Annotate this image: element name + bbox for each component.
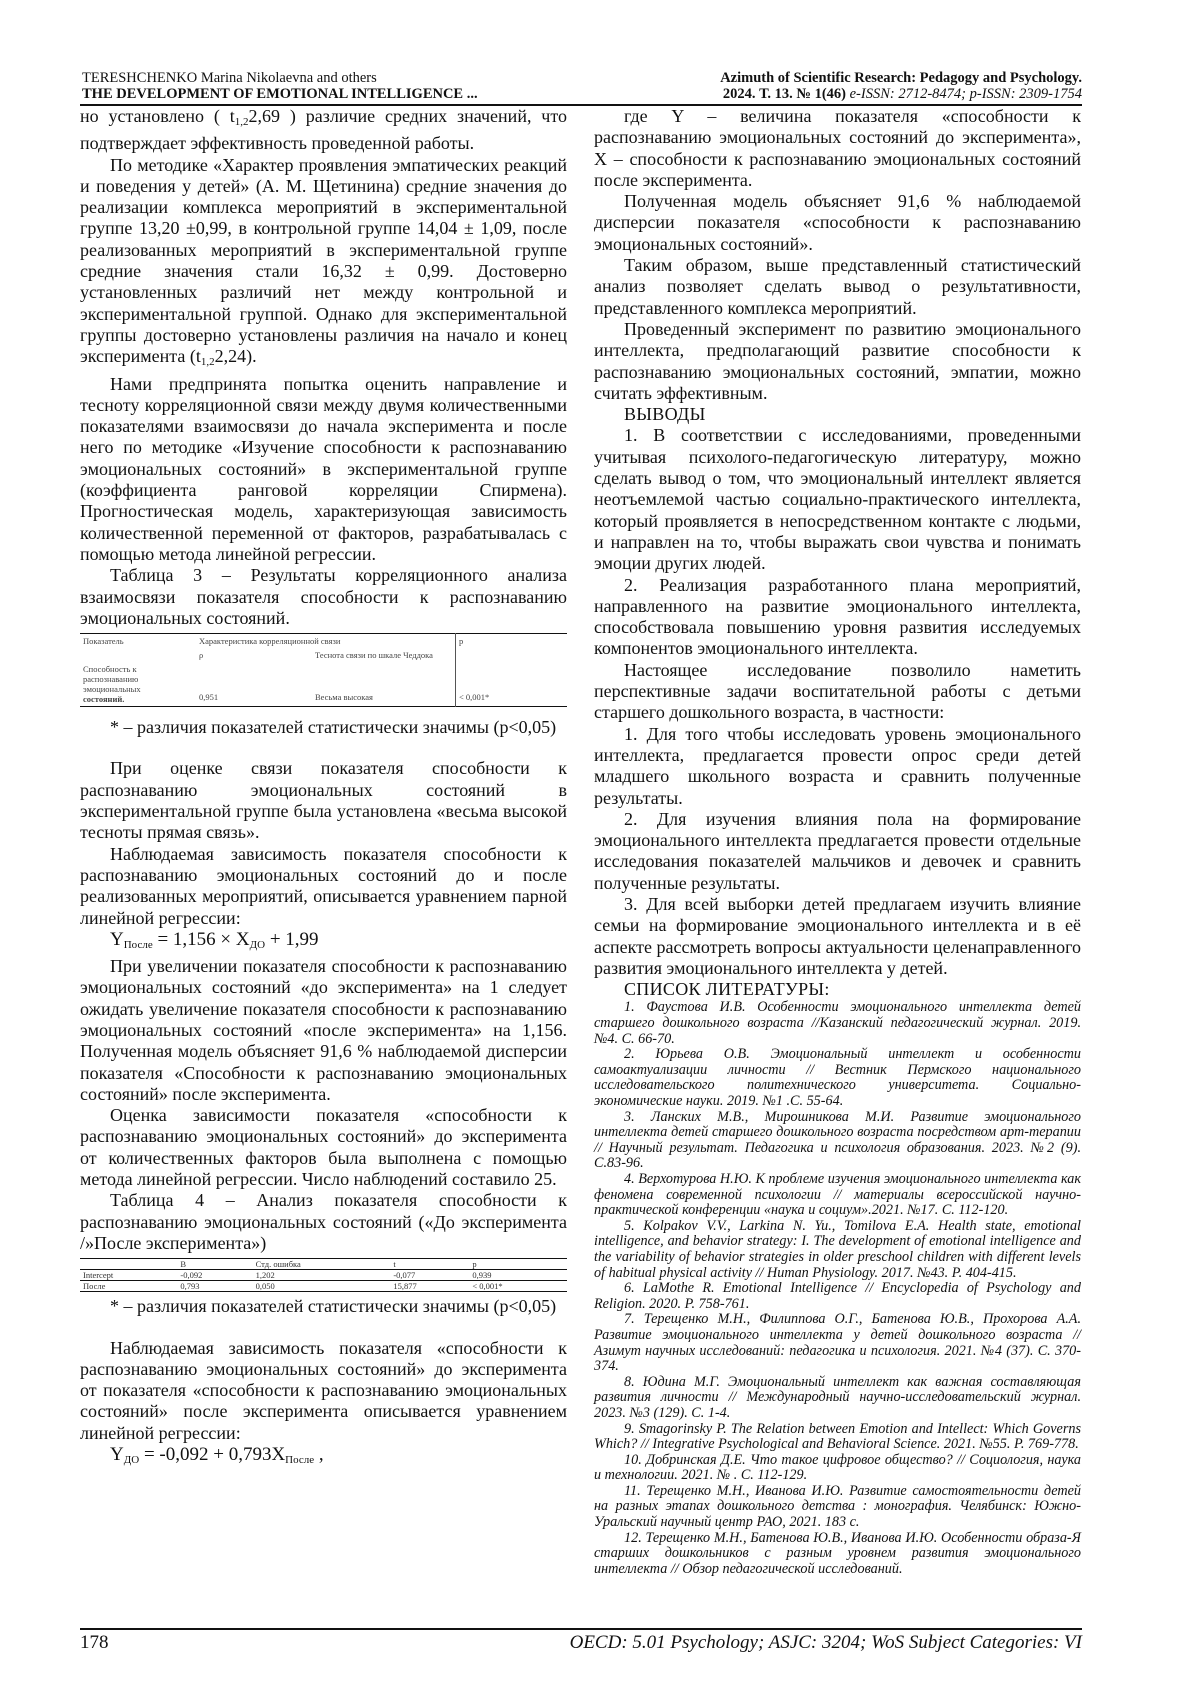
t4-cell: 0,939	[469, 1270, 567, 1281]
reference-item: 6. LaMothe R. Emotional Intelligence // Encyclopedia of Psychology and Religion. 2020. P. 758-761.	[594, 1280, 1081, 1312]
reference-item: 2. Юрьева О.В. Эмоциональный интеллект и особенности самоактуализации личности // Вестник Пермского национального исследовательского политехнического университета. Социально-экономические науки. 2019. №1 .С. 55-64.	[594, 1046, 1081, 1110]
table3-caption: Таблица 3 – Результаты корреляционного анализа взаимосвязи показателя способности к распознаванию эмоциональных состояний.	[80, 565, 567, 628]
header-author: TERESHCHENKO Marina Nikolaevna and others	[82, 70, 377, 86]
paragraph: При увеличении показателя способности к распознаванию эмоциональных состояний «до эксперимента» на 1 следует ожидать увеличение показателя способности к распознаванию эмоциональных состояний «после эксперимента» на 1,156. Полученная модель объясняет 91,6 % наблюдаемой дисперсии показателя «Способности к распознаванию эмоциональных состояний» после эксперимента.	[80, 956, 567, 1104]
reference-item: 11. Терещенко М.Н., Иванова И.Ю. Развитие самостоятельности детей на разных этапах дошкольного детства : монография. Челябинск: Южно-Уральский научный центр РАО, 2021. 183 с.	[594, 1482, 1081, 1531]
paragraph: Наблюдаемая зависимость показателя «способности к распознаванию эмоциональных состояний» до эксперимента от показателя «способности к распознаванию эмоциональных состояний» после эксперимента описывается уравнением линейной регрессии:	[80, 1337, 567, 1443]
conclusions-heading: ВЫВОДЫ	[624, 404, 706, 425]
reference-item: 8. Юдина М.Г. Эмоциональный интеллект как важная составляющая развития личности // Международный научно-исследовательский журнал. 2023. №3 (129). С. 1-4.	[594, 1373, 1081, 1421]
t4-header: Стд. ошибка	[253, 1259, 391, 1270]
t4-header: p	[469, 1259, 567, 1270]
paragraph: 2. Для изучения влияния пола на формирование эмоционального интеллекта предлагается провести отдельные исследования показателей мальчиков и девочек и сравнить полученные результаты.	[594, 808, 1081, 893]
header-journal: Azimuth of Scientific Research: Pedagogy and Psychology.	[720, 70, 1082, 86]
t3-row-strength: Весьма высокая	[315, 692, 373, 703]
paragraph: но установлено ( $t_{1,2}2,69$ ) различие средних значений, что подтверждает эффективность проведенной работы.	[80, 106, 567, 154]
t3-group-header: Характеристика корреляционной связи	[199, 636, 341, 647]
paragraph: 1. Для того чтобы исследовать уровень эмоционального интеллекта, предлагается провести опрос среди детей младшего школьного возраста и сравнить полученные результаты.	[594, 723, 1081, 808]
left-column	[80, 106, 567, 1471]
table3-note: * – различия показателей статистически значимы (p<0,05)	[110, 717, 557, 738]
reference-item: 3. Ланских М.В., Мирошникова М.И. Развитие эмоционального интеллекта детей старшего дошкольного возраста посредством арт-терапии // Научный результат. Педагогика и психология образования. 2023. №2 (9). С.83-96.	[594, 1108, 1081, 1172]
t3-col-rho: ρ	[199, 650, 204, 661]
header-issue: 2024. Т. 13. № 1(46)	[722, 86, 846, 102]
running-header-right	[720, 70, 1082, 102]
t4-cell: -0,077	[390, 1270, 469, 1281]
paragraph: 1. В соответствии с исследованиями, проведенными учитывая психолого-педагогическую литературу, можно сделать вывод о том, что эмоциональный интеллект является неотъемлемой частью социально-практического интеллекта, который проявляется в непосредственном контакте с людьми, и направлен на то, чтобы выражать свои чувства и понимать эмоции других людей.	[594, 425, 1081, 574]
footer-rule	[80, 1628, 1082, 1630]
reference-item: 12. Терещенко М.Н., Батенова Ю.В., Иванова И.Ю. Особенности образа-Я старших дошкольников с разным уровнем развития эмоционального интеллекта // Обзор педагогической исследований.	[594, 1529, 1081, 1577]
header-issn: e-ISSN: 2712-8474; p-ISSN: 2309-1754	[849, 86, 1082, 102]
t4-header	[80, 1259, 177, 1270]
t4-cell: 0,793	[177, 1281, 252, 1292]
reference-item: 9. Smagorinsky P. The Relation between Emotion and Intellect: Which Governs Which? // Integrative Psychological and Behavioral Science. 2021. №55. P. 769-778.	[594, 1420, 1081, 1453]
reference-item: 10. Добринская Д.Е. Что такое цифровое общество? // Социология, наука и технологии. 2021. № . С. 112-129.	[594, 1451, 1081, 1484]
t4-cell: 0,050	[253, 1281, 391, 1292]
table-4	[80, 1258, 567, 1292]
paragraph: Наблюдаемая зависимость показателя способности к распознаванию эмоциональных состояний до и после реализованных мероприятий, описывается уравнением парной линейной регрессии:	[80, 843, 567, 928]
paragraph: Оценка зависимости показателя «способности к распознаванию эмоциональных состояний» до эксперимента от количественных факторов была выполнена с помощью метода линейной регрессии. Число наблюдений составило 25.	[80, 1105, 567, 1190]
t4-cell: 15,877	[390, 1281, 469, 1292]
references-heading: СПИСОК ЛИТЕРАТУРЫ:	[624, 979, 830, 1000]
paragraph: Нами предпринята попытка оценить направление и тесноту корреляционной связи между двумя количественными показателями взаимосвязи до начала эксперимента и после него по методике «Изучение способности к распознаванию эмоциональных состояний» в экспериментальной группе (коэффициента ранговой корреляции Спирмена). Прогностическая модель, характеризующая зависимость количественной переменной от факторов, разрабатывалась с помощью метода линейной регрессии.	[80, 373, 567, 564]
t4-cell: 1,202	[253, 1270, 391, 1281]
t4-header: B	[177, 1259, 252, 1270]
reference-item: 7. Терещенко М.Н., Филиппова О.Г., Батенова Ю.В., Прохорова А.А. Развитие эмоционального интеллекта у детей дошкольного возраста // Азимут научных исследований: педагогика и психология. 2021. №4 (37). С. 370-374.	[594, 1311, 1081, 1375]
t4-cell: После	[80, 1281, 177, 1292]
equation-1: $Y_{После} = 1,156 \times X_{ДО} + 1,99$	[110, 928, 319, 951]
table4-note: * – различия показателей статистически значимы (p<0,05)	[110, 1296, 557, 1317]
paragraph: Настоящее исследование позволило наметить перспективные задачи воспитательной работы с детьми старшего дошкольного возраста, в частности:	[594, 659, 1081, 723]
paragraph: При оценке связи показателя способности к распознаванию эмоциональных состояний в экспериментальной группе была установлена «весьма высокой тесноты прямая связь».	[80, 758, 567, 843]
header-article-title: THE DEVELOPMENT OF EMOTIONAL INTELLIGENCE ...	[82, 86, 478, 102]
reference-item: 1. Фаустова И.В. Особенности эмоционального интеллекта детей старшего дошкольного возраста //Казанский педагогический журнал. 2019. №4. С. 66-70.	[594, 999, 1081, 1047]
paragraph: 2. Реализация разработанного плана мероприятий, направленного на развитие эмоционального интеллекта, способствовала повышению уровня развития исследуемых компонентов эмоционального интеллекта.	[594, 574, 1081, 659]
table-3	[80, 633, 567, 707]
t3-col-strength: Теснота связи по шкале Чеддока	[315, 650, 433, 661]
page-number: 178	[80, 1632, 109, 1653]
paragraph: Полученная модель объясняет 91,6 % наблюдаемой дисперсии показателя «способности к распознаванию эмоциональных состояний».	[594, 191, 1081, 254]
subject-classification: OECD: 5.01 Psychology; ASJC: 3204; WoS Subject Categories: VI	[569, 1632, 1082, 1653]
right-column	[594, 106, 1081, 1577]
t3-row-label: Способность к распознаванию эмоциональных состояний.	[83, 664, 141, 705]
t4-header: t	[390, 1259, 469, 1270]
t4-cell: Intercept	[80, 1270, 177, 1281]
equation-2: $Y_{ДО} = -0,092 + 0,793X_{После}$ ,	[110, 1444, 324, 1467]
paragraph: где Y – величина показателя «способности к распознаванию эмоциональных состояний до эксперимента», X – способности к распознаванию эмоциональных состояний после эксперимента.	[594, 106, 1081, 190]
reference-item: 4. Верхотурова Н.Ю. К проблеме изучения эмоционального интеллекта как феномена современной психологии // материалы всероссийской научно-практической конференции «наука и социум».2021. №17. С. 112-120.	[594, 1171, 1081, 1219]
table4-caption: Таблица 4 – Анализ показателя способности к распознаванию эмоциональных состояний («До эксперимента /»После эксперимента»)	[80, 1190, 567, 1253]
reference-item: 5. Kolpakov V.V., Larkina N. Yu., Tomilova E.A. Health state, emotional intelligence, and behavior strategy: I. The development of emotional intelligence and the variability of behavior strategies in older preschool children with different levels of habitual physical activity // Human Physiology. 2017. №43. P. 404-415.	[594, 1217, 1081, 1281]
t4-cell: < 0,001*	[469, 1281, 567, 1292]
t3-col-indicator: Показатель	[83, 636, 124, 647]
t3-row-p: < 0,001*	[456, 662, 568, 707]
paragraph: Таким образом, выше представленный статистический анализ позволяет сделать вывод о результативности, представленного комплекса мероприятий.	[594, 255, 1081, 318]
paragraph: 3. Для всей выборки детей предлагаем изучить влияние семьи на формирование эмоционального интеллекта и в её аспекте рассмотреть вопросы актуальности целенаправленного развития эмоционального интеллекта у детей.	[594, 893, 1081, 978]
t4-cell: -0,092	[177, 1270, 252, 1281]
running-header-left	[82, 70, 478, 102]
paragraph: Проведенный эксперимент по развитию эмоционального интеллекта, предполагающий развитие способности к распознаванию эмоциональных состояний, эмпатии, можно считать эффективным.	[594, 318, 1081, 403]
paragraph: По методике «Характер проявления эмпатических реакций и поведения у детей» (А. М. Щетинина) средние значения до реализации комплекса мероприятий в экспериментальной группе 13,20 ±0,99, в контрольной группе 14,04 ± 1,09, после реализованных мероприятий в экспериментальной группе средние значения стали 16,32 ± 0,99. Достоверно установленных различий нет между контрольной и экспериментальной группой. Однако для экспериментальной группы достоверно установлены различия на начало и конец эксперимента $(t_{1,2}2,24)$.	[80, 154, 567, 369]
t3-row-rho: 0,951	[199, 692, 219, 703]
t3-col-p: p	[456, 634, 568, 649]
